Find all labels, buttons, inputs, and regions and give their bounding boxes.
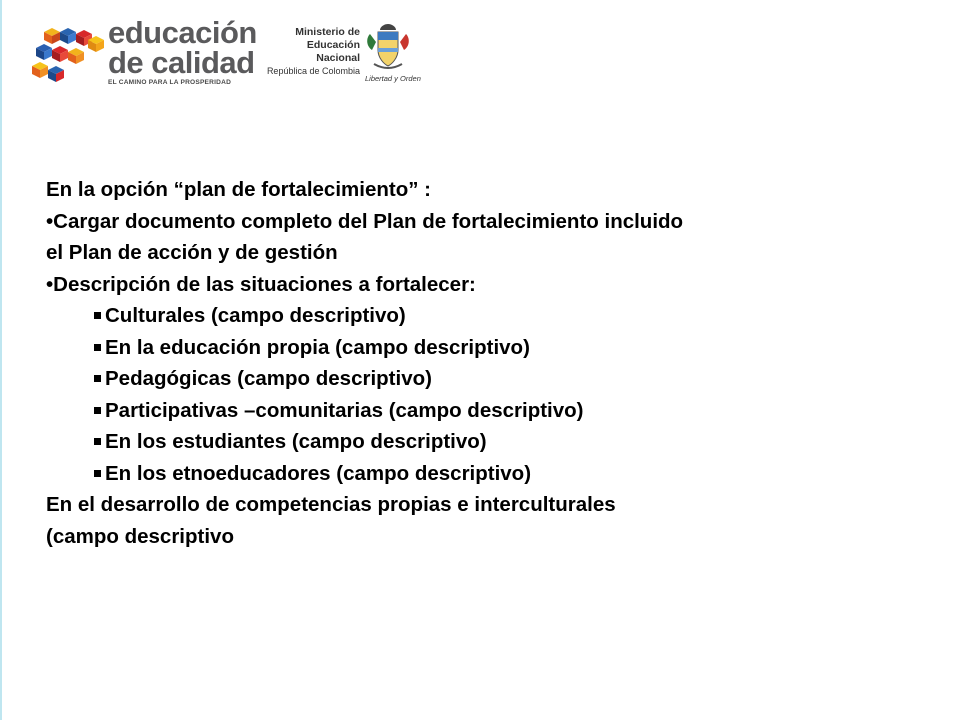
- sub-item: [46, 426, 896, 458]
- closing-line: (campo descriptivo: [46, 524, 234, 548]
- sub-item: [46, 363, 896, 395]
- sub-item: [46, 332, 896, 364]
- sub-item-text: Pedagógicas (campo descriptivo): [105, 367, 432, 390]
- ministry-line-2: Educación Nacional: [306, 39, 360, 64]
- closing-line: En el desarrollo de competencias propias e interculturales: [46, 493, 616, 516]
- brand-line-2: de calidad: [108, 45, 255, 80]
- bullet-line: •Descripción de las situaciones a fortalecer:: [46, 272, 476, 296]
- brand-line-1: educación: [108, 15, 257, 50]
- sub-item-text: En los etnoeducadores (campo descriptivo): [105, 461, 532, 485]
- brand-wordmark: [108, 15, 257, 86]
- main-content: [46, 174, 896, 552]
- left-border-rule: [0, 0, 2, 720]
- educacion-de-calidad-logo: [30, 15, 257, 86]
- ministry-line-1: Ministerio de: [295, 26, 360, 38]
- sub-item-text: En la educación propia (campo descriptivo): [105, 335, 530, 359]
- bullet-line: el Plan de acción y de gestión: [46, 241, 338, 264]
- square-bullet-icon: [94, 438, 101, 445]
- intro-line: En la opción “plan de fortalecimiento” :: [46, 178, 431, 201]
- sub-item: [46, 395, 896, 427]
- ministry-line-3: República de Colombia: [266, 66, 360, 76]
- colored-cubes-icon: [30, 26, 106, 84]
- sub-item-text: Participativas –comunitarias (campo descriptivo): [105, 398, 584, 422]
- square-bullet-icon: [94, 407, 101, 414]
- colombia-coat-of-arms-icon: [362, 20, 414, 72]
- square-bullet-icon: [94, 470, 101, 477]
- square-bullet-icon: [94, 375, 101, 382]
- ministry-logo-text: [262, 26, 360, 77]
- sub-item-text: Culturales (campo descriptivo): [105, 304, 406, 327]
- motto-text: Libertad y Orden: [365, 74, 421, 83]
- bullet-line: •Cargar documento completo del Plan de fortalecimiento incluido: [46, 209, 684, 233]
- sub-item: [46, 300, 896, 332]
- sub-item-text: En los estudiantes (campo descriptivo): [105, 430, 487, 453]
- square-bullet-icon: [94, 312, 101, 319]
- brand-tagline: EL CAMINO PARA LA PROSPERIDAD: [108, 79, 232, 86]
- square-bullet-icon: [94, 344, 101, 351]
- sub-item: [46, 458, 896, 490]
